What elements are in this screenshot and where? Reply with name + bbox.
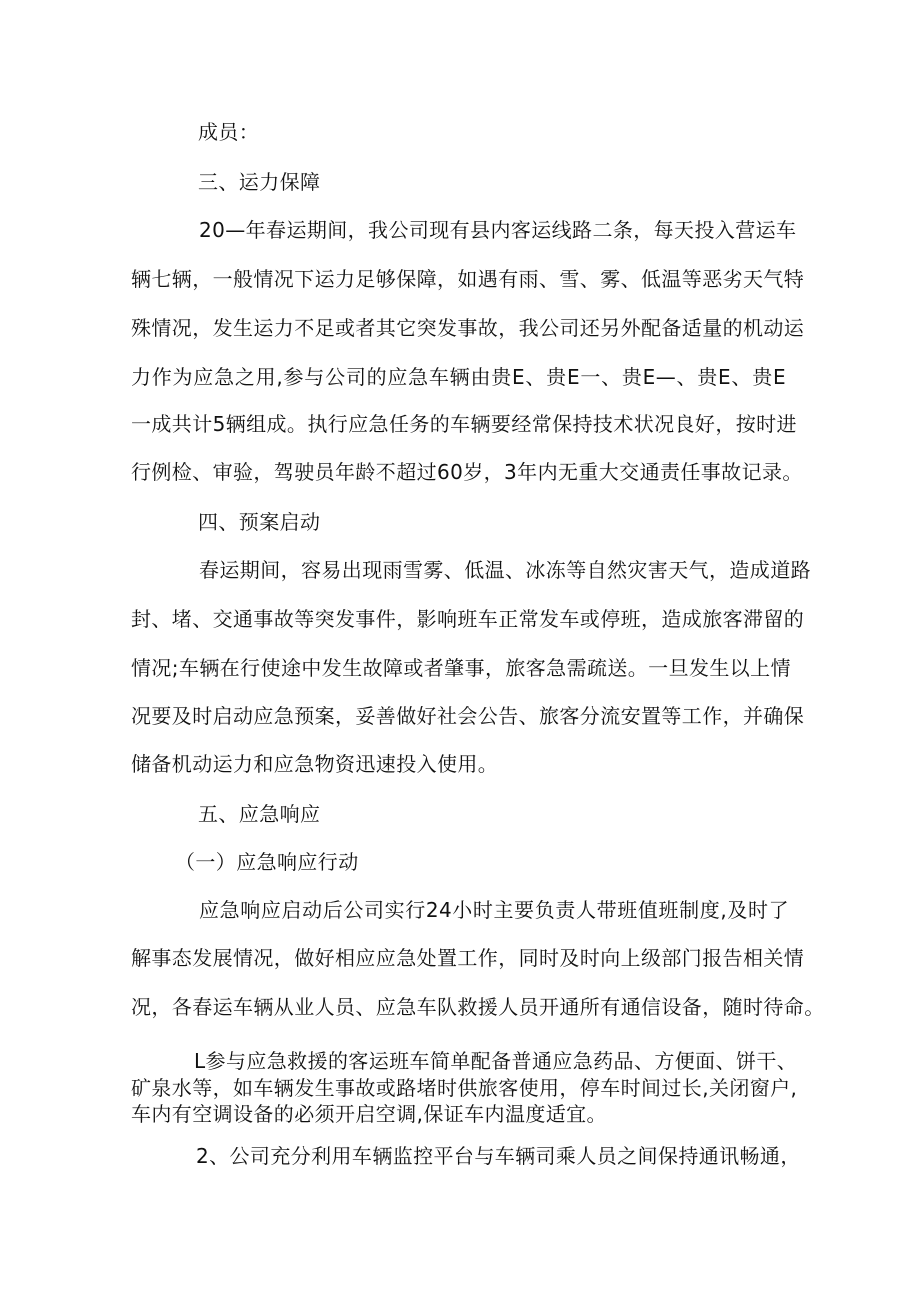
paragraph-line: 情况;车辆在行使途中发生故障或者肇事，旅客急需疏送。一旦发生以上情	[131, 656, 791, 680]
paragraph-line: 辆七辆，一般情况下运力足够保障，如遇有雨、雪、雾、低温等恶劣天气特	[131, 267, 805, 291]
paragraph-line: 解事态发展情况，做好相应应急处置工作，同时及时向上级部门报告相关情	[131, 946, 805, 970]
paragraph-line: 车内有空调设备的必须开启空调,保证车内温度适宜。	[131, 1102, 607, 1126]
paragraph-line: 春运期间，容易出现雨雪雾、低温、冰冻等自然灾害天气，造成道路	[199, 558, 811, 582]
subheading-response-actions: （一）应急响应行动	[175, 850, 359, 874]
paragraph-line: 应急响应启动后公司实行24小时主要负责人带班值班制度,及时了	[199, 898, 789, 922]
paragraph-line: 殊情况，发生运力不足或者其它突发事故，我公司还另外配备适量的机动运	[131, 316, 805, 340]
paragraph-line: 矿泉水等，如车辆发生事故或路堵时供旅客使用，停车时间过长,关闭窗户,	[131, 1076, 798, 1100]
paragraph-line: 行例检、审验，驾驶员年龄不超过60岁，3年内无重大交通责任事故记录。	[131, 460, 803, 484]
paragraph-line: L参与应急救援的客运班车简单配备普通应急药品、方便面、饼干、	[194, 1049, 798, 1073]
paragraph-line: 储备机动运力和应急物资迅速投入使用。	[131, 752, 499, 776]
paragraph-line: 力作为应急之用,参与公司的应急车辆由贵E、贵E一、贵E—、贵E、贵E	[131, 365, 786, 389]
members-label: 成员：	[198, 120, 260, 144]
paragraph-line: 一成共计5辆组成。执行应急任务的车辆要经常保持技术状况良好，按时进	[131, 412, 797, 436]
paragraph-line: 况要及时启动应急预案，妥善做好社会公告、旅客分流安置等工作，并确保	[131, 704, 805, 728]
section-heading-emergency-response: 五、应急响应	[198, 802, 321, 826]
section-heading-transport-capacity: 三、运力保障	[198, 170, 321, 194]
paragraph-line: 20—年春运期间，我公司现有县内客运线路二条，每天投入营运车	[199, 218, 797, 242]
list-item-2: 2、公司充分利用车辆监控平台与车辆司乘人员之间保持通讯畅通，	[196, 1144, 801, 1168]
paragraph-line: 况，各春运车辆从业人员、应急车队救援人员开通所有通信设备，随时待命。	[131, 995, 825, 1019]
paragraph-line: 封、堵、交通事故等突发事件，影响班车正常发车或停班，造成旅客滞留的	[131, 607, 805, 631]
section-heading-plan-activation: 四、预案启动	[198, 510, 321, 534]
